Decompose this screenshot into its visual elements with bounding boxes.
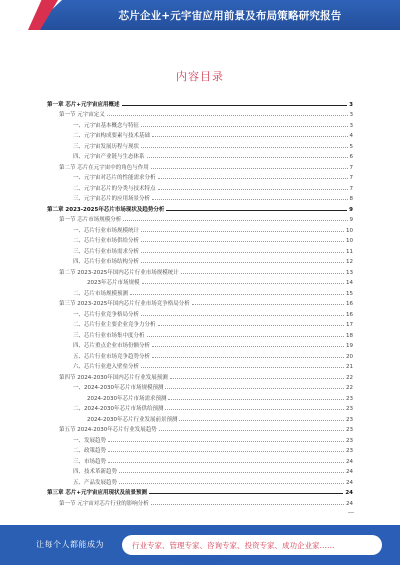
- toc-entry[interactable]: [47, 381, 353, 392]
- toc-page-number: 23: [346, 395, 353, 402]
- toc-entry-text: 第二章 2023-2025年芯片市场现状及趋势分析: [47, 206, 165, 213]
- toc-page-number: 10: [346, 238, 353, 244]
- toc-entry-text: 一、芯片行业市场规模统计: [73, 227, 140, 234]
- toc-page-number: 15: [346, 290, 353, 297]
- toc-leader-dots: [158, 177, 348, 179]
- toc-entry[interactable]: [47, 307, 353, 318]
- toc-leader-dots: [152, 345, 344, 347]
- toc-page-number: 7: [349, 185, 353, 192]
- toc-entry[interactable]: [47, 108, 353, 119]
- toc-page-number: 18: [346, 332, 353, 339]
- toc-entry[interactable]: [47, 244, 353, 255]
- toc-entry[interactable]: [47, 391, 353, 402]
- toc-entry[interactable]: [47, 465, 353, 476]
- toc-entry-text: 第三章 芯片+元宇宙应用现状及前景预测: [47, 490, 148, 496]
- toc-entry-text: 第五节 2024-2030年芯片行业发展趋势: [59, 427, 157, 433]
- toc-leader-dots: [108, 440, 344, 442]
- toc-leader-dots: [142, 282, 345, 284]
- toc-leader-dots: [158, 188, 348, 190]
- toc-entry-text: 一、2024-2030年芯片市场规模预测: [73, 385, 164, 391]
- toc-entry-text: 二、芯片行业主要企业竞争力分析: [73, 322, 156, 328]
- toc-leader-dots: [147, 335, 344, 337]
- toc-entry[interactable]: [47, 139, 353, 150]
- toc-entry[interactable]: [47, 412, 353, 423]
- toc-entry[interactable]: [47, 496, 353, 507]
- toc-leader-dots: [165, 387, 344, 389]
- toc-entry[interactable]: [47, 171, 353, 182]
- toc-entry[interactable]: [47, 349, 353, 360]
- toc-leader-dots: [141, 146, 347, 148]
- toc-entry-text: 三、市场趋势: [73, 458, 107, 465]
- toc-entry[interactable]: [47, 150, 353, 161]
- toc-page-number: 7: [349, 175, 353, 181]
- toc-entry-text: 一、芯片行业竞争格局分析: [73, 311, 140, 318]
- toc-entry-text: 二、芯片行业市场供给分析: [73, 238, 140, 244]
- toc-page-number: 23: [346, 416, 353, 423]
- toc-entry-text: 三、元宇宙发展历程与现状: [73, 143, 140, 150]
- header-banner: [0, 0, 400, 30]
- toc-entry-text: 四、元宇宙产业链与生态体系: [73, 154, 145, 160]
- report-title: 芯片企业+元宇宙应用前景及布局策略研究报告: [118, 10, 342, 22]
- toc-entry-text: 二、元宇宙构成要素与技术基础: [73, 133, 151, 139]
- toc-entry[interactable]: [47, 181, 353, 192]
- toc-page-number: 3: [349, 112, 353, 118]
- toc-entry[interactable]: [47, 454, 353, 465]
- toc-leader-dots: [166, 209, 347, 211]
- toc-entry[interactable]: [47, 129, 353, 140]
- toc-entry[interactable]: [47, 234, 353, 245]
- toc-entry-text: 一、元宇宙基本概念与特征: [73, 122, 140, 129]
- toc-entry-text: 四、芯片重点企业市场份额分析: [73, 343, 151, 349]
- toc-leader-dots: [168, 398, 344, 400]
- toc-leader-dots: [141, 366, 344, 368]
- toc-page-number: 3: [349, 101, 353, 108]
- toc-page-number: 6: [349, 154, 353, 160]
- toc-page-number: 13: [346, 269, 353, 276]
- toc-leader-dots: [108, 461, 344, 463]
- toc-entry-text: 一、发展趋势: [73, 437, 107, 444]
- toc-page-number: 23: [346, 406, 353, 412]
- toc-leader-dots: [192, 303, 344, 305]
- toc-leader-dots: [141, 240, 344, 242]
- toc-entry-text: 四、芯片行业市场结构分析: [73, 259, 140, 265]
- toc-entry[interactable]: [47, 97, 353, 108]
- toc-entry[interactable]: [47, 370, 353, 381]
- toc-page-number: 23: [346, 427, 353, 433]
- toc-leader-dots: [147, 156, 348, 158]
- toc-page-number: 16: [346, 301, 353, 307]
- toc-entry[interactable]: [47, 202, 353, 213]
- toc-entry[interactable]: [47, 339, 353, 350]
- toc-leader-dots: [165, 408, 344, 410]
- footer-pill: [122, 535, 382, 555]
- toc-entry[interactable]: [47, 328, 353, 339]
- toc-page-number: 12: [346, 259, 353, 265]
- toc-page-number: 19: [346, 343, 353, 349]
- toc-entry-text: 第一节 元宇宙定义: [59, 112, 105, 118]
- toc-page-number: 10: [346, 227, 353, 234]
- toc-entry[interactable]: [47, 444, 353, 455]
- toc-page-number: 24: [346, 469, 353, 475]
- toc-page-number: 7: [349, 164, 353, 171]
- toc-entry-text: 一、元宇宙对芯片的性能需求分析: [73, 175, 156, 181]
- footer-pill-text: 行业专家、管理专家、咨询专家、投资专家、成功企业家……: [132, 541, 335, 550]
- toc-page-number: 21: [346, 364, 353, 370]
- toc-leader-dots: [152, 198, 347, 200]
- toc-entry-text: 第一章 芯片+元宇宙应用概述: [47, 101, 120, 108]
- toc-page-number: 3: [349, 122, 353, 129]
- toc-leader-dots: [158, 324, 344, 326]
- toc-page-number: 24: [345, 490, 353, 496]
- toc-entry-text: 第一节 芯片市场规模分析: [59, 217, 122, 223]
- toc-page-number: 22: [346, 385, 353, 391]
- toc-page-number: 11: [346, 248, 353, 255]
- toc-leader-dots: [149, 492, 343, 494]
- toc-leader-dots: [130, 293, 344, 295]
- toc-entry-text: 四、技术革新趋势: [73, 469, 118, 475]
- footer-slogan: 让每个人都能成为: [36, 540, 104, 549]
- toc-heading: 内容目录: [176, 70, 224, 83]
- toc-entry-text: 二、元宇宙芯片的分类与技术特点: [73, 185, 156, 192]
- toc-page-number: 8: [349, 196, 353, 202]
- table-of-contents: [47, 97, 353, 507]
- toc-page-number: 20: [346, 353, 353, 360]
- toc-entry[interactable]: [47, 255, 353, 266]
- toc-leader-dots: [141, 125, 347, 127]
- toc-leader-dots: [123, 219, 347, 221]
- page-corner-mark: [348, 512, 354, 517]
- toc-page-number: 4: [349, 133, 353, 139]
- toc-leader-dots: [122, 104, 348, 106]
- toc-entry[interactable]: [47, 423, 353, 434]
- toc-entry-text: 第三节 2023-2025年国内芯片行业市场竞争格局分析: [59, 301, 190, 307]
- toc-entry[interactable]: [47, 318, 353, 329]
- footer-banner: [0, 525, 400, 565]
- toc-entry-text: 三、芯片行业市场需求分析: [73, 248, 140, 255]
- toc-entry-text: 第一节 元宇宙对芯片行业的影响分析: [59, 500, 149, 507]
- toc-entry[interactable]: [47, 475, 353, 486]
- toc-leader-dots: [159, 429, 344, 431]
- toc-entry-text: 三、元宇宙芯片的应用场景分析: [73, 196, 151, 202]
- toc-leader-dots: [152, 356, 344, 358]
- toc-entry-text: 三、芯片行业市场集中度分析: [73, 332, 145, 339]
- toc-leader-dots: [108, 450, 344, 452]
- toc-leader-dots: [179, 419, 344, 421]
- toc-entry[interactable]: [47, 192, 353, 203]
- toc-page-number: 23: [346, 448, 353, 454]
- toc-entry[interactable]: [47, 286, 353, 297]
- toc-page-number: 14: [346, 280, 353, 286]
- toc-entry-text: 2024-2030年芯片行业发展前景预测: [87, 416, 178, 423]
- toc-entry[interactable]: [47, 402, 353, 413]
- toc-entry-text: 二、芯片市场规模预测: [73, 290, 129, 297]
- toc-page-number: 9: [349, 217, 353, 223]
- toc-page-number: 9: [349, 206, 353, 213]
- toc-leader-dots: [151, 503, 344, 505]
- toc-page-number: 22: [346, 374, 353, 381]
- toc-entry-text: 六、芯片行业进入壁垒分析: [73, 364, 140, 370]
- toc-entry-text: 2023年芯片市场规模: [87, 280, 140, 286]
- toc-entry-text: 2024-2030年芯片市场需求预测: [87, 395, 167, 402]
- toc-entry[interactable]: [47, 265, 353, 276]
- toc-entry-text: 第二节 芯片在元宇宙中的角色与作用: [59, 164, 149, 171]
- toc-page-number: 17: [346, 322, 353, 328]
- toc-entry[interactable]: [47, 118, 353, 129]
- toc-entry-text: 第二节 2023-2025年国内芯片行业市场规模统计: [59, 269, 179, 276]
- toc-entry[interactable]: [47, 276, 353, 287]
- toc-leader-dots: [170, 377, 344, 379]
- toc-entry-text: 五、产品发展趋势: [73, 479, 118, 486]
- toc-entry-text: 二、政策趋势: [73, 448, 107, 454]
- toc-entry-text: 二、2024-2030年芯片市场供给预测: [73, 406, 164, 412]
- toc-entry-text: 第四节 2024-2030年国内芯片行业发展预测: [59, 374, 168, 381]
- toc-leader-dots: [151, 167, 348, 169]
- toc-entry[interactable]: [47, 486, 353, 497]
- toc-entry[interactable]: [47, 297, 353, 308]
- toc-leader-dots: [141, 251, 344, 253]
- toc-page-number: 24: [346, 479, 353, 486]
- toc-entry[interactable]: [47, 223, 353, 234]
- toc-leader-dots: [181, 272, 344, 274]
- toc-entry[interactable]: [47, 360, 353, 371]
- toc-page-number: 24: [346, 458, 353, 465]
- toc-entry[interactable]: [47, 160, 353, 171]
- toc-page-number: 24: [346, 500, 353, 507]
- toc-leader-dots: [152, 135, 347, 137]
- toc-leader-dots: [141, 261, 344, 263]
- toc-entry[interactable]: [47, 213, 353, 224]
- toc-page-number: 16: [346, 311, 353, 318]
- toc-leader-dots: [119, 482, 344, 484]
- toc-leader-dots: [119, 471, 344, 473]
- toc-page-number: 5: [349, 143, 353, 150]
- toc-leader-dots: [141, 314, 344, 316]
- toc-entry-text: 五、芯片行业市场竞争趋势分析: [73, 353, 151, 360]
- toc-entry[interactable]: [47, 433, 353, 444]
- toc-leader-dots: [107, 114, 348, 116]
- toc-leader-dots: [141, 230, 344, 232]
- toc-page-number: 23: [346, 437, 353, 444]
